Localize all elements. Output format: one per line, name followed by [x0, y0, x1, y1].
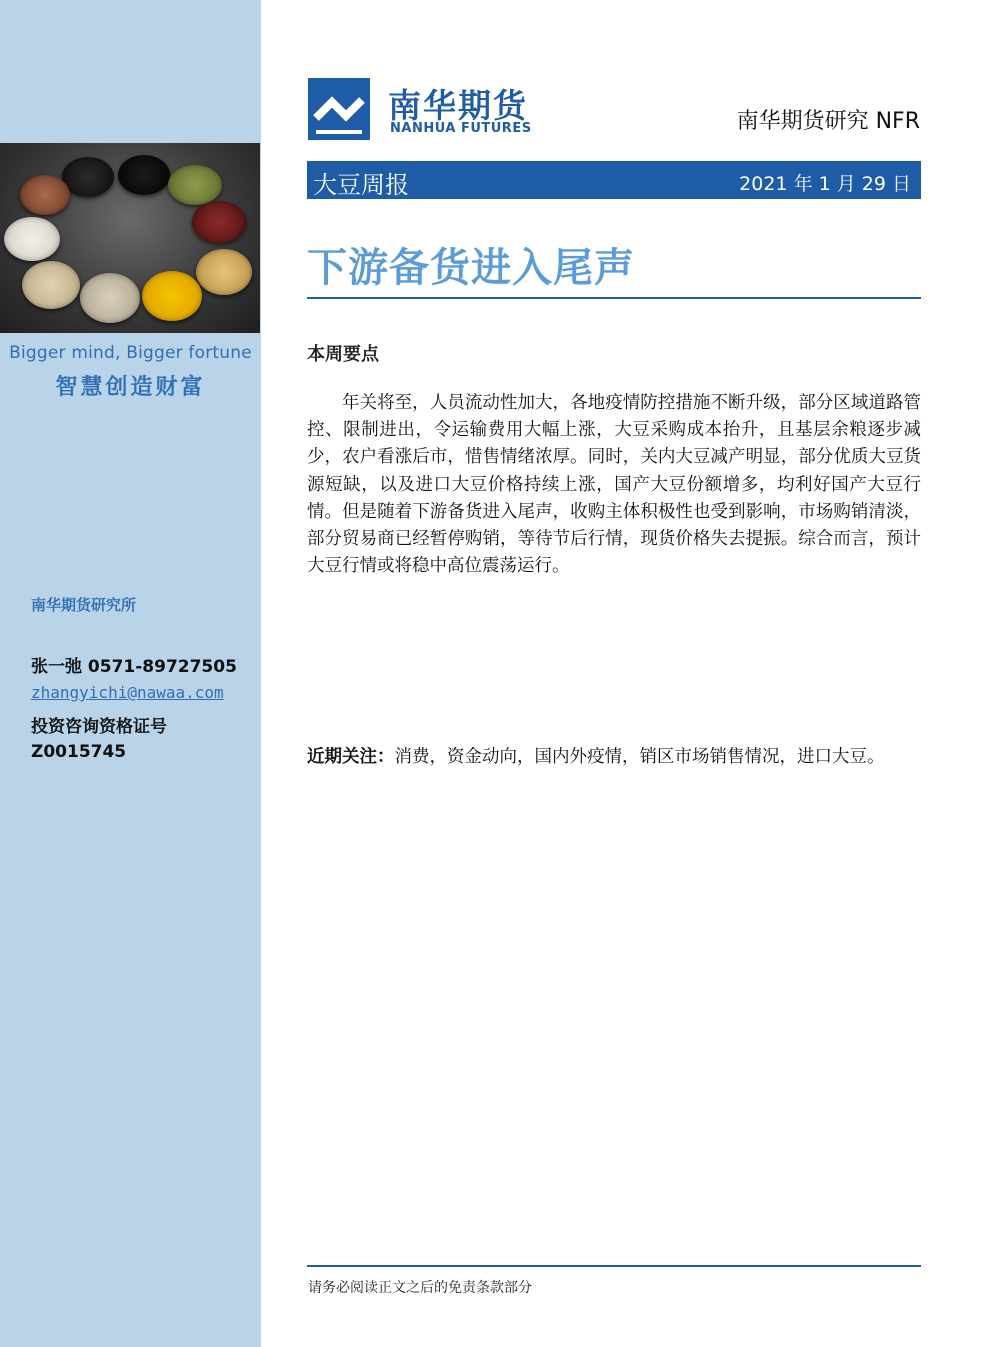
slogan-english: Bigger mind, Bigger fortune — [9, 343, 252, 363]
report-type: 大豆周报 — [313, 171, 409, 199]
certificate-label: 投资咨询资格证号 — [31, 717, 167, 737]
logo-text-english: NANHUA FUTURES — [390, 121, 532, 136]
analyst-contact: 张一弛 0571-89727505 — [31, 657, 237, 677]
disclaimer-note: 请务必阅读正文之后的免责条款部分 — [308, 1280, 532, 1296]
recent-focus-text: 消费，资金动向，国内外疫情，销区市场销售情况，进口大豆。 — [394, 747, 885, 767]
key-points-body: 年关将至，人员流动性加大，各地疫情防控措施不断升级，部分区域道路管控、限制进出，令运输费用大幅上涨，大豆采购成本抬升，且基层余粮逐步减少，农户看涨后市，惜售情绪浓厚。同时，关内大豆减产明显，部分优质大豆货源短缺，以及进口大豆价格持续上涨，国产大豆份额增多，均利好国产大豆行情。但是随着下游备货进入尾声，收购主体积极性也受到影响，市场购销清淡，部分贸易商已经暂停购销，等待节后行情，现货价格失去提振。综合而言，预计大豆行情或将稳中高位震荡运行。 — [307, 393, 921, 577]
sidebar — [0, 0, 261, 1347]
recent-focus — [307, 744, 897, 771]
analyst-email-link[interactable]: zhangyichi@nawaa.com — [31, 683, 224, 702]
footer-divider — [307, 1265, 921, 1267]
nanhua-logo-icon — [308, 78, 370, 140]
logo-text-chinese: 南华期货 — [388, 86, 528, 125]
slogan-chinese: 智慧创造财富 — [55, 375, 206, 400]
report-banner — [307, 161, 921, 199]
recent-focus-label: 近期关注： — [307, 747, 395, 767]
title-divider — [307, 297, 921, 299]
key-points-heading: 本周要点 — [307, 344, 379, 365]
research-label: 南华期货研究 NFR — [736, 109, 920, 134]
report-date: 2021 年 1 月 29 日 — [739, 173, 911, 195]
institute-name: 南华期货研究所 — [31, 596, 137, 614]
grain-bowls-photo — [0, 143, 260, 333]
certificate-number: Z0015745 — [31, 742, 127, 762]
report-title: 下游备货进入尾声 — [307, 245, 635, 291]
